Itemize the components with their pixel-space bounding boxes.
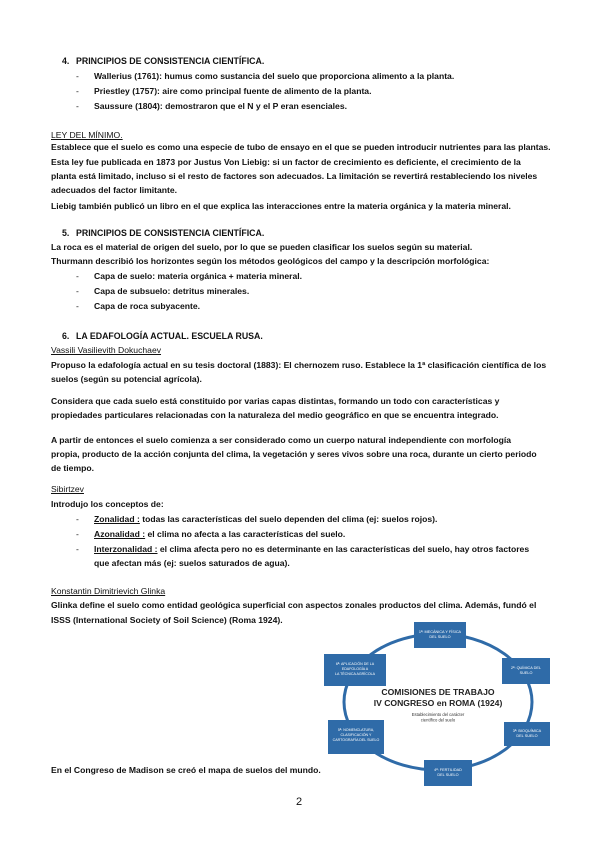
node-label: 4ª: FERTILIDAD [434, 768, 462, 772]
node-label: SUELO [519, 671, 533, 675]
diagram-node-1 [414, 622, 466, 648]
sec5-item: Capa de suelo: materia orgánica + materia mineral. [94, 271, 303, 281]
section-6-title: LA EDAFOLOGÍA ACTUAL. ESCUELA RUSA. [76, 331, 263, 341]
sec5-item: Capa de roca subyacente. [94, 301, 201, 311]
bullet-dash: - [76, 544, 79, 554]
sibirtzev-heading: Sibirtzev [51, 484, 84, 494]
sibirtzev-desc: todas las características del suelo dependen del clima (ej: suelos rojos). [139, 514, 438, 524]
node-label: 6ª: APLICACIÓN DE LA [335, 662, 375, 666]
diagram-node-3 [504, 722, 550, 746]
commissions-diagram [318, 616, 558, 792]
ley-line: planta está limitado, incluso si el resto de factores son adecuados. La limitación se revertirá restableciendo los niveles [51, 171, 538, 181]
ley-line: Liebig también publicó un libro en el que explica las interacciones entre la materia orgánica y la materia mineral. [51, 201, 511, 211]
sibirtzev-desc: el clima no afecta a las características del suelo. [145, 529, 346, 539]
glinka-line: ISSS (International Society of Soil Science) (Roma 1924). [51, 615, 283, 625]
sibirtzev-item [94, 529, 345, 540]
sibirtzev-intro: Introdujo los conceptos de: [51, 499, 164, 509]
sibirtzev-item [94, 544, 529, 555]
section-4-number: 4. [62, 56, 70, 66]
glinka-heading: Konstantin Dimitrievich Glinka [51, 586, 166, 596]
node-label: 3ª: BIOQUÍMICA [512, 729, 542, 733]
ley-line: Establece que el suelo es como una especie de tubo de ensayo en el que se pueden introducir nutrientes para las plantas. [51, 142, 551, 152]
node-label: EDAFOLOGÍA A [341, 667, 369, 671]
dokuchaev-heading: Vassili Vasilievith Dokuchaev [51, 345, 162, 355]
diagram-node-2 [502, 658, 550, 684]
sibirtzev-term: Interzonalidad : [94, 544, 158, 554]
diagram-subtitle: Establecimiento del carácter [411, 712, 465, 717]
bullet-dash: - [76, 271, 79, 281]
sibirtzev-desc: el clima afecta pero no es determinante en las características del suelo, hay otros factores [157, 544, 530, 554]
section-6-number: 6. [62, 331, 70, 341]
bullet-dash: - [76, 529, 79, 539]
glinka-line: Glinka define el suelo como entidad geológica superficial con aspectos zonales productos del clima. Además, fundó el [51, 600, 537, 610]
sec5-line: La roca es el material de origen del suelo, por lo que se pueden clasificar los suelos según su material. [51, 242, 473, 252]
node-label: CARTOGRAFÍA DEL SUELO [332, 738, 380, 742]
sec6-p2-line: propiedades particulares relacionadas con la naturaleza del medio geográfico en que se encuentra integrado. [51, 410, 499, 420]
bullet-dash: - [76, 86, 79, 96]
page-number: 2 [296, 796, 303, 808]
node-label: LA TÉCNICA AGRÍCOLA [334, 672, 376, 676]
sibirtzev-item [94, 514, 437, 525]
sec4-item: Priestley (1757): aire como principal fuente de alimento de la planta. [94, 86, 372, 96]
node-box [328, 720, 384, 754]
diagram-node-5 [328, 720, 384, 754]
diagram-subtitle: científico del suelo [420, 717, 456, 723]
bullet-dash: - [76, 71, 79, 81]
bullet-dash: - [76, 301, 79, 311]
node-label: DEL SUELO [429, 635, 451, 639]
diagram-title-1: COMISIONES DE TRABAJO [381, 687, 495, 697]
bullet-dash: - [76, 101, 79, 111]
section-4-title: PRINCIPIOS DE CONSISTENCIA CIENTÍFICA. [76, 56, 265, 66]
bullet-dash: - [76, 514, 79, 524]
node-label: 1ª: MECÁNICA Y FÍSICA [418, 630, 462, 634]
sibirtzev-cont: que afectan más (ej: suelos saturados de agua). [94, 558, 290, 568]
sec6-p1-line: Propuso la edafología actual en su tesis doctoral (1883): El chernozem ruso. Establece la 1ª clasificación científica de los [51, 360, 547, 370]
sec6-p3-line: propia, producto de la acción conjunta del clima, la vegetación y seres vivos sobre una roca, durante un cierto periodo [51, 449, 537, 459]
node-label: 2ª: QUÍMICA DEL [510, 666, 542, 670]
ley-line: adecuados del factor limitante. [51, 185, 178, 195]
node-label: CLASIFICACIÓN Y [340, 733, 372, 737]
sec6-p2-line: Considera que cada suelo está constituido por varias capas distintas, formando un todo con características y [51, 396, 500, 406]
sec6-p3-line: de tiempo. [51, 463, 94, 473]
sec4-item: Wallerius (1761): humus como sustancia del suelo que proporciona alimento a la planta. [94, 71, 455, 81]
section-5-number: 5. [62, 228, 70, 238]
sibirtzev-term: Azonalidad : [94, 529, 146, 539]
diagram-node-6 [324, 654, 386, 686]
sec4-item: Saussure (1804): demostraron que el N y el P eran esenciales. [94, 101, 347, 111]
ley-heading: LEY DEL MÍNIMO. [51, 130, 123, 140]
madison-line: En el Congreso de Madison se creó el mapa de suelos del mundo. [51, 765, 321, 775]
diagram-node-4 [424, 760, 472, 786]
diagram-title-2: IV CONGRESO en ROMA (1924) [373, 698, 503, 708]
node-label: DEL SUELO [516, 734, 538, 738]
sec5-line: Thurmann describió los horizontes según los métodos geológicos del campo y la descripción morfológica: [51, 256, 490, 266]
sec6-p3-line: A partir de entonces el suelo comienza a ser considerado como un cuerpo natural independiente con morfología [51, 435, 512, 445]
node-label: DEL SUELO [437, 773, 459, 777]
sibirtzev-term: Zonalidad : [94, 514, 140, 524]
sec5-item: Capa de subsuelo: detritus minerales. [94, 286, 250, 296]
bullet-dash: - [76, 286, 79, 296]
ley-line: Esta ley fue publicada en 1873 por Justus Von Liebig: si un factor de crecimiento es deficiente, el crecimiento de la [51, 157, 521, 167]
node-label: 5ª: NOMENCLATURA, [337, 728, 375, 732]
section-5-title: PRINCIPIOS DE CONSISTENCIA CIENTÍFICA. [76, 228, 265, 238]
sec6-p1-line: suelos (según su potencial agrícola). [51, 374, 202, 384]
